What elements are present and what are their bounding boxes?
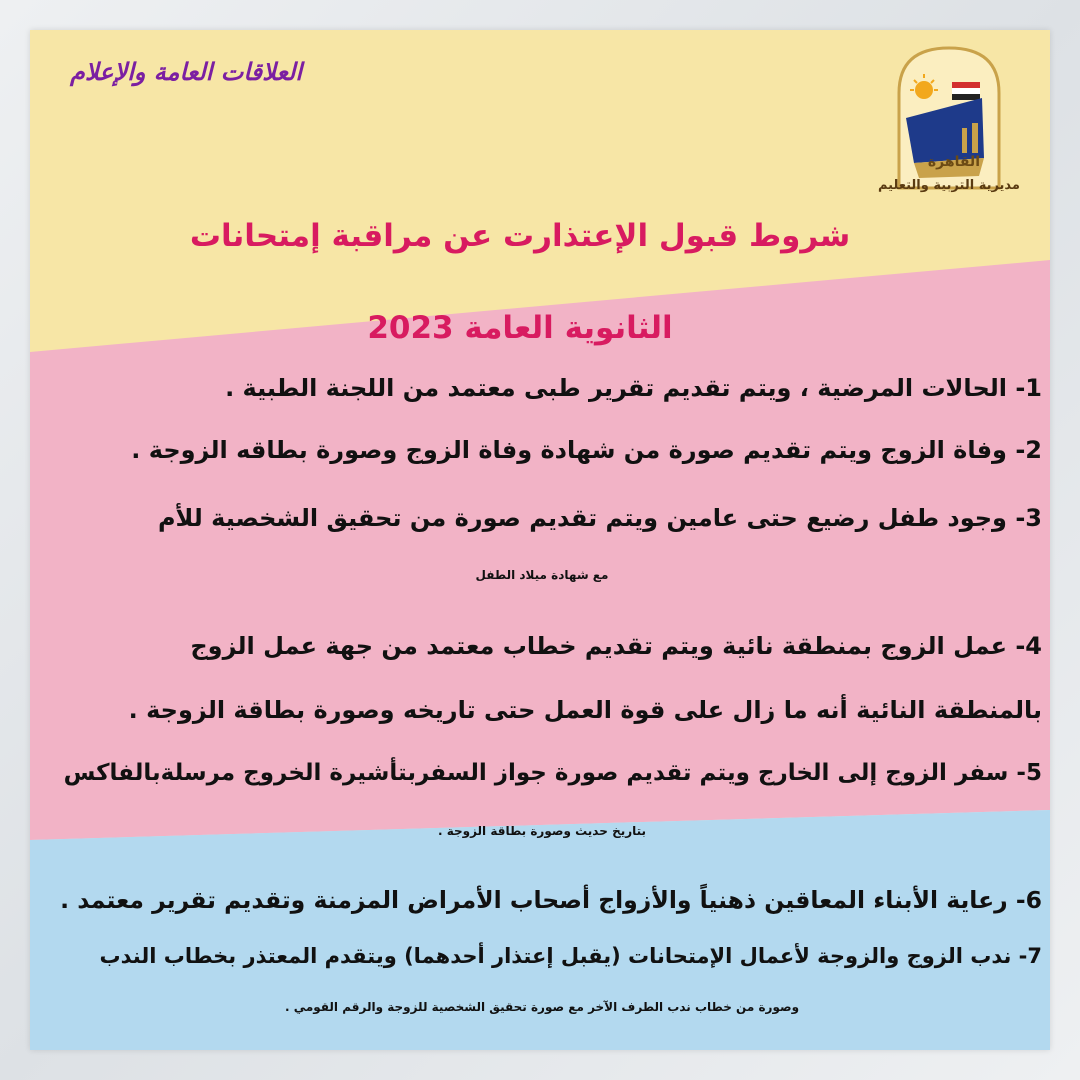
announcement-card — [30, 30, 1050, 1050]
condition-3-continued: مع شهادة ميلاد الطفل — [475, 568, 609, 582]
condition-4: 4- عمل الزوج بمنطقة نائية ويتم تقديم خطاب معتمد من جهة عمل الزوج — [190, 632, 1042, 660]
condition-5: 5- سفر الزوج إلى الخارج ويتم تقديم صورة جواز السفربتأشيرة الخروج مرسلةبالفاكس — [63, 760, 1042, 786]
logo-city-label: القاهرة — [927, 154, 980, 170]
condition-4-continued: بالمنطقة النائية أنه ما زال على قوة العمل حتى تاريخه وصورة بطاقة الزوجة . — [128, 696, 1042, 724]
logo-caption: مديرية التربية والتعليم — [877, 178, 1020, 193]
title-line-2: الثانوية العامة 2023 — [367, 310, 673, 346]
blue-band — [30, 810, 1050, 1050]
condition-2: 2- وفاة الزوج ويتم تقديم صورة من شهادة وفاة الزوج وصورة بطاقه الزوجة . — [131, 436, 1042, 464]
condition-1: 1- الحالات المرضية ، ويتم تقديم تقرير طبى معتمد من اللجنة الطبية . — [225, 374, 1042, 402]
condition-6: 6- رعاية الأبناء المعاقين ذهنياً والأزواج أصحاب الأمراض المزمنة وتقديم تقرير معتمد . — [60, 886, 1042, 914]
condition-7: 7- ندب الزوج والزوجة لأعمال الإمتحانات (يقبل إعتذار أحدهما) ويتقدم المعتذر بخطاب الندب — [99, 944, 1042, 968]
page-title — [150, 190, 890, 374]
condition-7-continued: وصورة من خطاب ندب الطرف الآخر مع صورة تحقيق الشخصية للزوجة والرقم القومي . — [284, 1000, 800, 1014]
condition-3: 3- وجود طفل رضيع حتى عامين ويتم تقديم صورة من تحقيق الشخصية للأم — [157, 504, 1042, 532]
title-line-1: شروط قبول الإعتذارت عن مراقبة إمتحانات — [189, 218, 851, 254]
condition-5-continued: بتاريخ حديث وصورة بطاقة الزوجة . — [437, 824, 647, 838]
org-name: العلاقات العامة والإعلام — [70, 58, 303, 86]
